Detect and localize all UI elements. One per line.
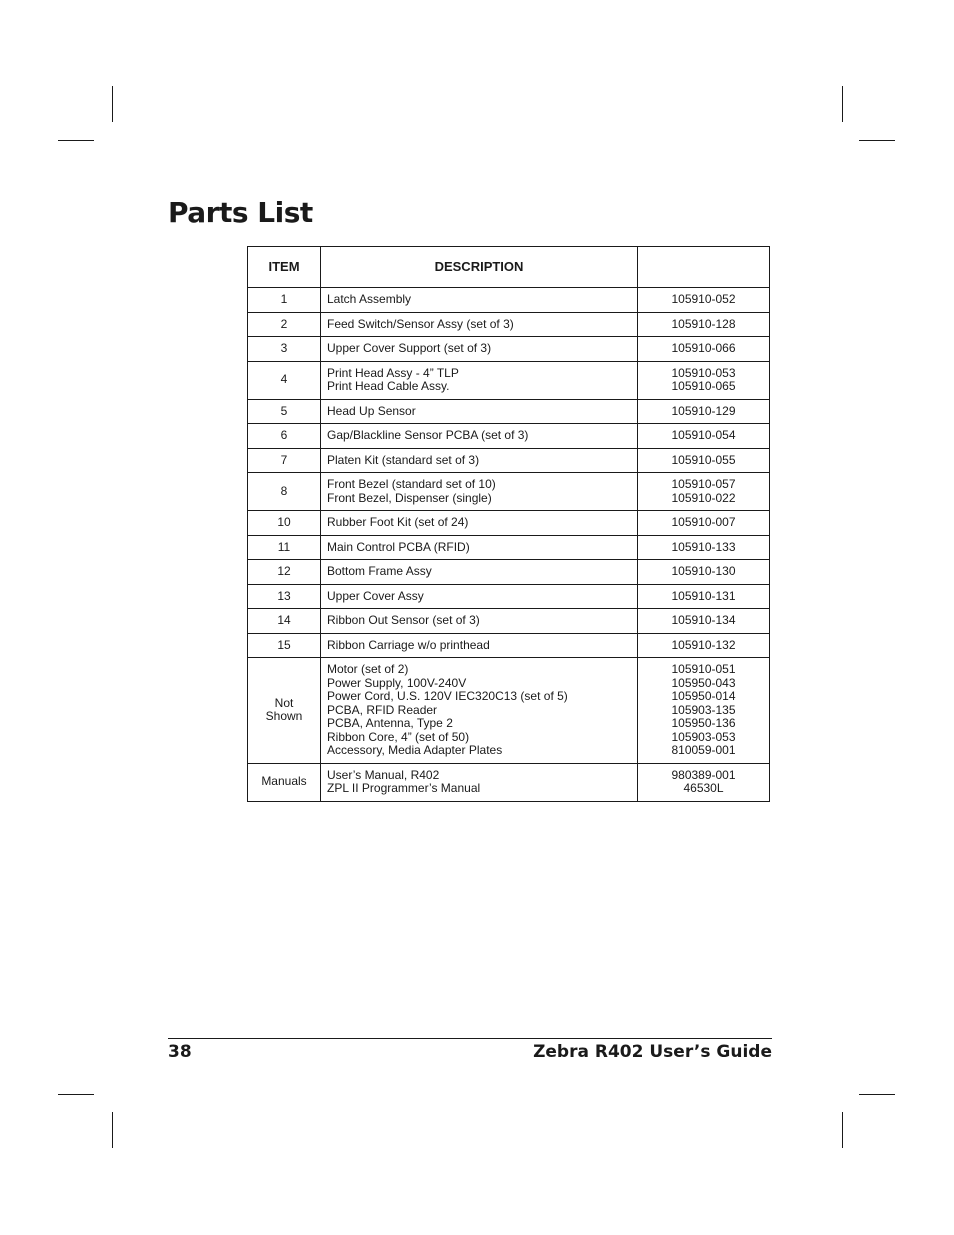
item-cell [248,658,321,764]
description-cell [321,288,638,313]
item-cell [248,424,321,449]
item-cell [248,633,321,658]
description-cell [321,560,638,585]
description-text: Main Control PCBA (RFID) [327,539,470,554]
item-cell [248,312,321,337]
item-number: 10 [277,515,291,529]
footer-rule [168,1038,772,1039]
item-number: Manuals [261,774,307,789]
part-number-cell [638,473,770,511]
description-text: Power Supply, 100V-240V [327,675,467,690]
part-number-text: 46530L [683,781,724,795]
description-text: Ribbon Core, 4” (set of 50) [327,729,470,744]
part-number-text: 105950-014 [671,689,736,703]
item-cell [248,609,321,634]
item-number: 7 [280,452,288,467]
part-number-text: 105910-132 [671,637,736,652]
item-number: 8 [280,483,288,498]
part-number-text: 105950-043 [671,675,736,690]
table-row [248,658,770,764]
part-number-cell [638,609,770,634]
description-cell [321,361,638,399]
table-row [248,361,770,399]
table-row [248,584,770,609]
description-text: Feed Switch/Sensor Assy (set of 3) [327,316,514,331]
item-cell [248,448,321,473]
crop-mark [859,140,895,141]
crop-mark [112,86,113,122]
crop-mark [842,86,843,122]
item-number: 11 [277,539,291,554]
table-row [248,609,770,634]
description-cell [321,658,638,764]
item-cell [248,399,321,424]
item-cell [248,511,321,536]
part-number-text: 105910-129 [671,403,736,418]
part-number-cell [638,763,770,801]
part-number-text: 105910-057 [671,477,736,491]
part-number-cell [638,399,770,424]
parts-table [247,246,770,802]
description-text: PCBA, RFID Reader [327,702,438,717]
part-number-text: 105910-131 [671,588,736,603]
item-number: 15 [277,637,291,652]
description-text: Latch Assembly [327,292,412,306]
table-header-row [248,247,770,288]
part-number-text: 810059-001 [671,743,736,757]
description-text: Ribbon Carriage w/o printhead [327,637,490,652]
table-row [248,424,770,449]
part-number-text: 105903-053 [671,729,736,744]
item-cell [248,535,321,560]
description-cell [321,511,638,536]
description-cell [321,399,638,424]
part-number-text: 105910-130 [671,564,736,578]
part-number-cell [638,288,770,313]
description-text: Front Bezel (standard set of 10) [327,477,496,491]
part-number-text: 105910-066 [671,341,736,355]
crop-mark [112,1112,113,1148]
table-row [248,448,770,473]
part-number-text: 105910-133 [671,539,736,554]
part-number-text: 105910-053 [671,365,736,380]
part-number-text: 105903-135 [671,702,736,717]
part-number-text: 105910-052 [671,292,736,306]
table-row [248,337,770,362]
part-number-text: 105910-134 [671,613,736,627]
description-text: Motor (set of 2) [327,662,409,676]
description-text: Print Head Assy - 4” TLP [327,365,459,380]
description-cell [321,763,638,801]
description-cell [321,584,638,609]
description-text: PCBA, Antenna, Type 2 [327,716,453,730]
item-cell [248,584,321,609]
description-text: Front Bezel, Dispenser (single) [327,490,492,505]
description-cell [321,535,638,560]
description-cell [321,312,638,337]
part-number-cell [638,424,770,449]
part-number-cell [638,584,770,609]
part-number-text: 105910-054 [671,428,736,442]
description-cell [321,609,638,634]
item-number: 14 [277,613,291,627]
item-number: 1 [280,292,288,306]
part-number-cell [638,658,770,764]
description-text: Ribbon Out Sensor (set of 3) [327,613,480,627]
table-row [248,511,770,536]
part-number-cell [638,511,770,536]
description-text: Head Up Sensor [327,403,416,418]
description-text: ZPL II Programmer’s Manual [327,781,481,795]
part-number-cell [638,448,770,473]
header-part-number [638,247,770,288]
description-text: Upper Cover Support (set of 3) [327,341,492,355]
description-cell [321,473,638,511]
part-number-text: 105950-136 [671,716,736,730]
description-text: User’s Manual, R402 [327,767,440,782]
header-description: DESCRIPTION [321,247,638,288]
description-text: Rubber Foot Kit (set of 24) [327,515,469,529]
item-cell [248,560,321,585]
page-title: Parts List [168,196,313,229]
item-number: Not Shown [265,695,303,724]
item-number: 3 [280,341,288,355]
table-row [248,633,770,658]
description-text: Accessory, Media Adapter Plates [327,743,503,757]
item-cell [248,763,321,801]
description-text: Platen Kit (standard set of 3) [327,452,480,467]
part-number-text: 105910-055 [671,452,736,467]
part-number-text: 105910-065 [671,379,736,393]
item-number: 4 [280,372,288,387]
description-text: Bottom Frame Assy [327,564,432,578]
part-number-text: 105910-007 [671,515,736,529]
part-number-cell [638,633,770,658]
item-cell [248,288,321,313]
guide-title: Zebra R402 User’s Guide [533,1042,772,1062]
part-number-text: 980389-001 [671,767,736,782]
parts-table-body [248,288,770,802]
table-row [248,312,770,337]
table-row [248,399,770,424]
part-number-text: 105910-051 [671,662,736,676]
item-number: 6 [280,428,288,442]
description-cell [321,633,638,658]
item-cell [248,473,321,511]
description-text: Gap/Blackline Sensor PCBA (set of 3) [327,428,529,442]
description-cell [321,424,638,449]
part-number-cell [638,337,770,362]
part-number-cell [638,560,770,585]
part-number-text: 105910-128 [671,316,736,331]
description-text: Upper Cover Assy [327,588,424,603]
table-row [248,763,770,801]
table-row [248,535,770,560]
description-text: Power Cord, U.S. 120V IEC320C13 (set of 5) [327,689,568,703]
item-number: 5 [280,403,288,418]
item-cell [248,337,321,362]
page-number: 38 [168,1042,192,1062]
table-row [248,288,770,313]
table-row [248,560,770,585]
description-cell [321,448,638,473]
crop-mark [842,1112,843,1148]
part-number-cell [638,312,770,337]
item-number: 13 [277,588,291,603]
description-cell [321,337,638,362]
part-number-cell [638,535,770,560]
item-number: 2 [280,316,288,331]
description-text: Print Head Cable Assy. [327,379,450,393]
item-number: 12 [277,564,291,578]
crop-mark [58,1094,94,1095]
part-number-text: 105910-022 [671,490,736,505]
part-number-cell [638,361,770,399]
item-cell [248,361,321,399]
crop-mark [58,140,94,141]
crop-mark [859,1094,895,1095]
table-row [248,473,770,511]
header-item: ITEM [248,247,321,288]
